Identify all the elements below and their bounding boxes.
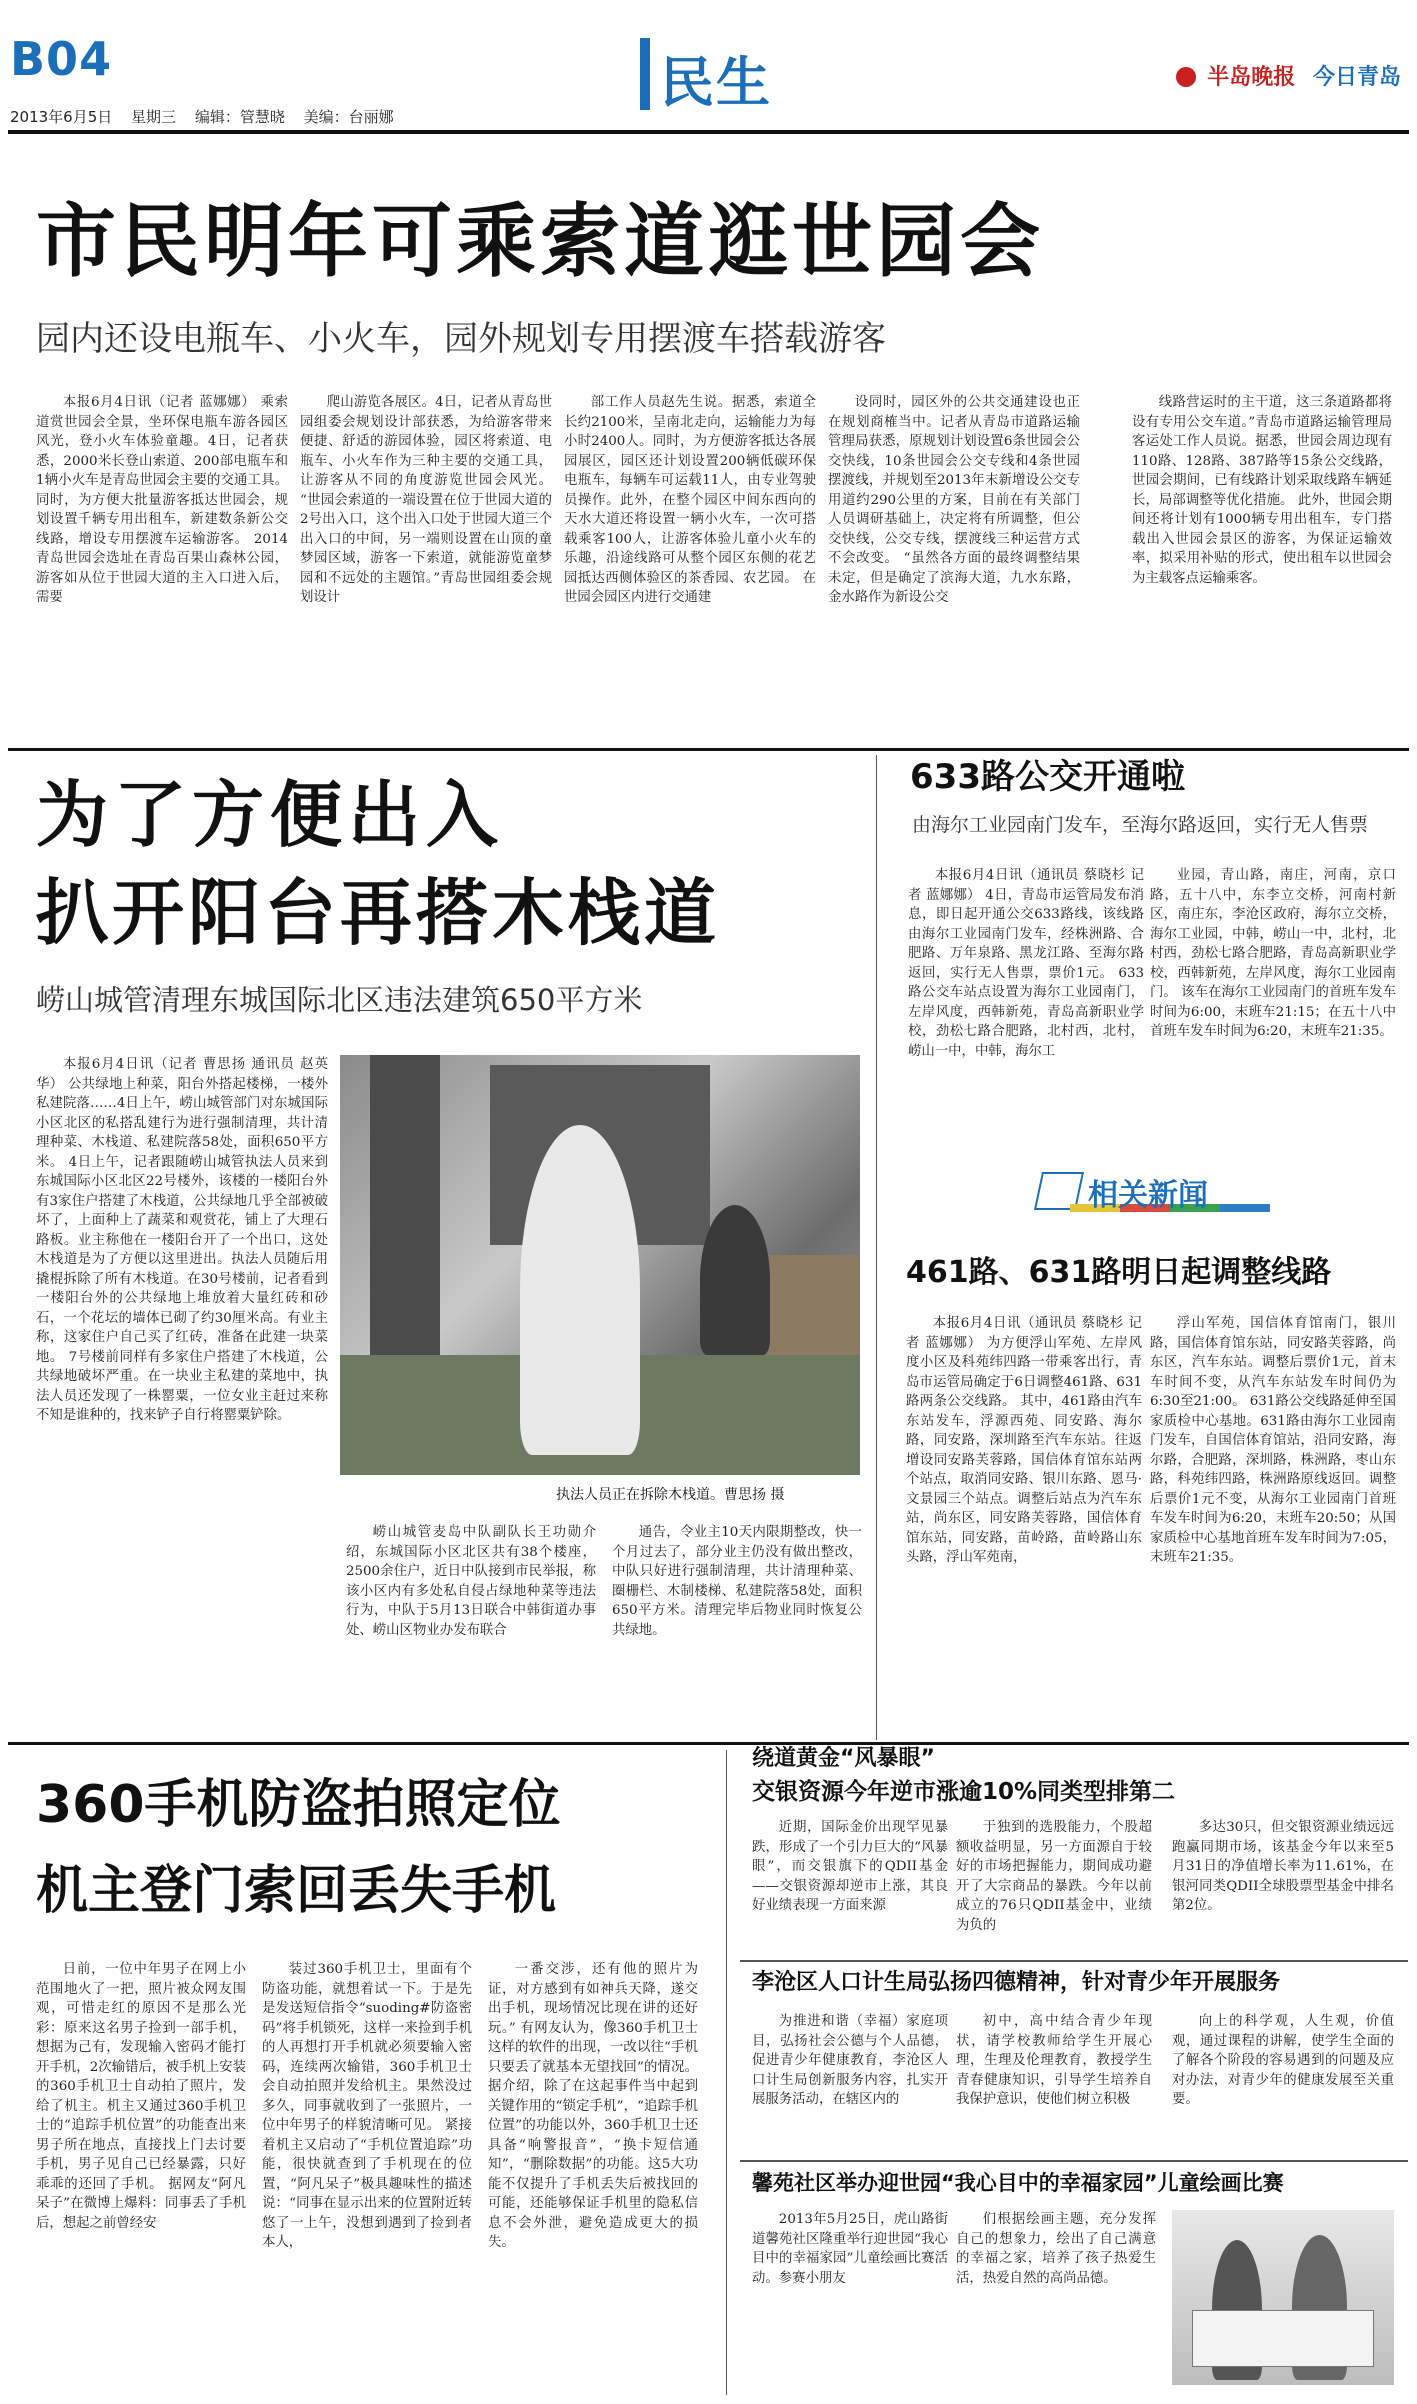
issue-weekday: 星期三	[131, 108, 177, 126]
story6-col3: 多达30只，但交银资源业绩远远跑赢同期市场，该基金今年以来至5月31日的净值增长率为11.61%，在银河同类QDII全球股票型基金中排名第2位。	[1172, 1820, 1394, 1913]
story8-col2: 们根据绘画主题，充分发挥自己的想象力，绘出了自己满意的幸福之家，培养了孩子热爱生活，热爱自然的高尚品德。	[956, 2212, 1156, 2286]
story3-col1: 本报6月4日讯（通讯员 蔡晓杉 记者 蓝娜娜） 4日，青岛市运管局发布消息，即日起开通公交633路线，该线路由海尔工业园南门发车，经株洲路、合肥路、万年泉路、黑龙江路、至海尔路返回，实行无人售票，票价1元。 633路公交车站点设置为海尔工业园南门，左岸风度，西韩新苑，青岛高新职业学校，劲松七路合肥路，北村西，北村，崂山一中，中韩，海尔工	[908, 868, 1144, 1059]
story6-col2: 于独到的选股能力，个股超额收益明显，另一方面源自于较好的市场把握能力，期间成功避开了大宗商品的暴跌。今年以前成立的76只QDII基金中，业绩为负的	[956, 1820, 1152, 1933]
masthead-brand	[1176, 60, 1401, 91]
story5-col1: 日前，一位中年男子在网上小范围地火了一把，照片被众网友围观，可惜走红的原因不是那么光彩：原来这名男子捡到一部手机，想据为己有，发现输入密码才能打开手机，2次输错后，被手机上安装的360手机卫士自动拍了照片，发给了机主。机主又通过360手机卫士的“追踪手机位置”的功能查出来男子所在地点，直接找上门去讨要手机，男子见自己已经暴露，只好乖乖的还回了手机。 据网友“阿凡呆子”在微博上爆料：同事丢了手机后，想起之前曾经安	[36, 1962, 246, 2231]
story4-col1: 本报6月4日讯（通讯员 蔡晓杉 记者 蓝娜娜） 为方便浮山军苑、左岸风度小区及科苑纬四路一带乘客出行，青岛市运管局确定于6日调整461路、631路两条公交线路。 其中，461路由汽车东站发车，浮源西苑、同安路、海尔路，同安路，深圳路至汽车东站。往返增设同安路芙蓉路，国信体育馆东站两个站点，取消同安路、银川东路、恩马·文景园三个站点。调整后站点为汽车东站，尚东区，同安路芙蓉路，国信体育馆东站，同安路，苗岭路，苗岭路山东头路，浮山军苑南，	[906, 1316, 1142, 1565]
story1-col1: 本报6月4日讯（记者 蓝娜娜） 乘索道赏世园会全景，坐环保电瓶车游各园区风光，登小火车体验童趣。4日，记者获悉，2000米长登山索道、200部电瓶车和1辆小火车是青岛世园会主要的交通工具。同时，为方便大批量游客抵达世园会，规划设置千辆专用出租车，新建数条新公交线路，增设专用摆渡车运输游客。 2014青岛世园会选址在青岛百果山森林公园，游客如从位于世园大道的主入口进入后，需要	[36, 395, 288, 605]
story1-col3: 部工作人员赵先生说。据悉，索道全长约2100米，呈南北走向，运输能力为每小时2400人。同时，为方便游客抵达各展园展区，园区还计划设置200辆低碳环保电瓶车，每辆车可运载11人，由专业驾驶员操作。此外，在整个园区中间东西向的天水大道还将设置一辆小火车，一次可搭载乘客100人，让游客体验儿童小火车的乐趣，沿途线路可从整个园区东侧的花艺园抵达西侧体验区的茶香园、农艺园。 在世园会园区内进行交通建	[564, 395, 816, 605]
story5-col3: 一番交涉，还有他的照片为证，对方感到有如神兵天降，遂交出手机，现场情况比现在讲的还好玩。” 有网友认为，像360手机卫士这样的软件的出现，一改以往“手机只要丢了就基本无望找回”的情况。据介绍，除了在这起事件当中起到关键作用的“锁定手机”，“追踪手机位置”的功能以外，360手机卫士还具备“响警报音”，“换卡短信通知”，“删除数据”的功能。这5大功能不仅提升了手机丢失后被找回的可能，还能够保证手机里的隐私信息不会外泄，避免造成更大的损失。	[488, 1962, 698, 2250]
brand-paper: 半岛晚报	[1207, 65, 1296, 90]
section-bar	[640, 38, 650, 110]
story4-headline: 461路、631路明日起调整线路	[906, 1255, 1332, 1290]
story2-col2: 崂山城管麦岛中队副队长王功勋介绍，东城国际小区北区共有38个楼座，2500余住户，近日中队接到市民举报，称该小区内有多处私自侵占绿地种菜等违法行为，中队于5月13日联合中韩街道办事处、崂山区物业办发布联合	[346, 1525, 596, 1638]
story2-headline-line1: 为了方便出入	[36, 773, 505, 857]
section-title: 民生	[660, 51, 772, 114]
story3-headline: 633路公交开通啦	[910, 757, 1185, 797]
officer-figure	[520, 1125, 640, 1455]
issue-date: 2013年6月5日	[10, 108, 113, 126]
story1-subhead: 园内还设电瓶车、小火车，园外规划专用摆渡车搭载游客	[36, 319, 886, 359]
story1-col4: 设同时，园区外的公共交通建设也正在规划商榷当中。记者从青岛市道路运输管理局获悉，原规划计划设置6条世园会公交快线，10条世园会公交专线和4条世园摆渡线，并规划至2013年末新增设公交专用道约290公里的方案，目前在有关部门人员调研基础上，决定将有所调整，但公交快线，公交专线，摆渡线三种运营方式不会改变。 “虽然各方面的最终调整结果未定，但是确定了滨海大道，九水东路，金水路作为新设公交	[828, 395, 1080, 605]
header-rule	[8, 130, 1409, 134]
story2-col3: 通告，令业主10天内限期整改，快一个月过去了，部分业主仍没有做出整改，中队只好进行强制清理，共计清理种菜、圈栅栏、木制楼梯、私建院落58处，面积650平方米。清理完毕后物业同时恢复公共绿地。	[612, 1525, 862, 1638]
column-divider	[876, 755, 877, 1740]
story2-rule	[8, 1742, 1409, 1745]
story6-col1: 近期，国际金价出现罕见暴跌，形成了一个引力巨大的“风暴眼”，而交银旗下的QDII基金——交银资源却逆市上涨，其良好业绩表现一方面来源	[752, 1820, 948, 1913]
story8-headline: 馨苑社区举办迎世园“我心目中的幸福家园”儿童绘画比赛	[752, 2171, 1284, 2195]
story3-subhead: 由海尔工业园南门发车，至海尔路返回，实行无人售票	[912, 814, 1369, 836]
issue-designer: 美编：台丽娜	[303, 108, 394, 126]
brand-edition: 今日青岛	[1312, 65, 1401, 90]
story4-col2: 浮山军苑，国信体育馆南门，银川路，国信体育馆东站，同安路芙蓉路，尚东区，汽车东站。调整后票价1元，首末车时间不变，从汽车东站发车时间仍为6:30至21:00。 631路公交线路延伸至国家质检中心基地。631路由海尔工业园南门发车，自国信体育馆站，沿同安路，海尔路，合肥路，深圳路，株洲路，枣山东路，科苑纬四路，株洲路原线返回。调整后票价1元不变，从海尔工业园南门首班车发车时间为6:20，末班车20:50；从国家质检中心基地首班车发车时间为7:05，末班车21:35。	[1150, 1316, 1396, 1565]
story7-rule	[740, 2160, 1408, 2162]
story7-col3: 向上的科学观，人生观，价值观，通过课程的讲解，使学生全面的了解各个阶段的容易遇到的问题及应对办法，对青少年的健康发展至关重要。	[1172, 2014, 1394, 2107]
worker-figure	[700, 1205, 770, 1355]
story5-headline-line1: 360手机防盗拍照定位	[36, 1775, 561, 1835]
story8-photo	[1172, 2210, 1394, 2385]
drawing-board	[1192, 2310, 1374, 2367]
story5-col2: 装过360手机卫士，里面有个防盗功能，就想着试一下。于是先是发送短信指令“suoding#防盗密码”将手机锁死，这样一来捡到手机的人再想打开手机就必须要输入密码，连续两次输错，360手机卫士会自动拍照并发给机主。果然没过多久，同事就收到了一张照片，一位中年男子的样貌清晰可见。 紧接着机主又启动了“手机位置追踪”功能，很快就查到了手机现在的位置，“阿凡呆子”极具趣味性的描述说：“同事在显示出来的位置附近转悠了一上午，没想到遇到了捡到者本人，	[262, 1962, 472, 2250]
story2-subhead: 崂山城管清理东城国际北区违法建筑650平方米	[36, 983, 643, 1017]
column-divider-bottom	[726, 1750, 727, 2395]
story3-col2: 业园，青山路，南庄，河南，京口路，五十八中，东李立交桥，河南村新区，南庄东，李沧区政府，海尔立交桥，海尔工业园，中韩，崂山一中，北村，北村西，劲松七路合肥路，青岛高新职业学校，西韩新苑，左岸风度，海尔工业园南门。 该车在海尔工业园南门的首班车发车时间为6:00，末班车21:15；在五十八中首班车发车时间为6:20，末班车21:35。	[1150, 868, 1396, 1039]
issue-meta	[10, 106, 408, 127]
story1-headline: 市民明年可乘索道逛世园会	[36, 195, 1044, 288]
story7-headline: 李沧区人口计生局弘扬四德精神，针对青少年开展服务	[752, 1970, 1281, 1995]
story7-col2: 初中，高中结合青少年现状，请学校教师给学生开展心理，生理及伦理教育，教授学生青春健康知识，引导学生培养自我保护意识，使他们树立积极	[956, 2014, 1152, 2107]
story2-photo-caption: 执法人员正在拆除木栈道。曹思扬 摄	[556, 1487, 785, 1503]
story5-headline-line2: 机主登门索回丢失手机	[36, 1861, 557, 1921]
story6-kicker: 绕道黄金“风暴眼”	[752, 1746, 935, 1771]
brand-logo-icon	[1176, 67, 1196, 87]
story2-photo	[340, 1055, 860, 1475]
story7-col1: 为推进和谐（幸福）家庭项目，弘扬社会公德与个人品德，促进青少年健康教育，李沧区人口计生局创新服务内容，扎实开展服务活动，在辖区内的	[752, 2014, 948, 2107]
story1-col2: 爬山游览各展区。4日，记者从青岛世园组委会规划设计部获悉，为给游客带来便捷、舒适的游园体验，园区将索道、电瓶车、小火车作为三种主要的交通工具，让游客从不同的角度游览世园会风光。 “世园会索道的一端设置在位于世园大道的2号出入口，这个出入口处于世园大道三个出入口的中间，另一端则设置在山顶的童梦园区域，游客一下索道，就能游览童梦园和不远处的主题馆。”青岛世园组委会规划设计	[300, 395, 552, 605]
story2-headline-line2: 扒开阳台再搭木栈道	[36, 871, 721, 955]
story2-col1: 本报6月4日讯（记者 曹思扬 通讯员 赵英华） 公共绿地上种菜，阳台外搭起楼梯，一楼外私建院落……4日上午，崂山城管部门对东城国际小区北区的私搭乱建行为进行强制清理，共计清理种菜、木栈道、私建院落58处，面积650平方米。 4日上午，记者跟随崂山城管执法人员来到东城国际小区北区22号楼外，该楼的一楼阳台外有3家住户搭建了木栈道，公共绿地几乎全部被破坏了，上面种上了蔬菜和观赏花，铺上了大理石路板。业主称他在一楼阳台开了一个出口，这处木栈道是为了方便以这里进出。执法人员随后用撬棍拆除了所有木栈道。在30号楼前，记者看到一楼阳台外的公共绿地上堆放着大量红砖和砂石，一个花坛的墙体已砌了约30厘米高。有业主称，这家住户自己买了红砖，准备在此建一块菜地。 7号楼前同样有多家住户搭建了木栈道，公共绿地破坏严重。在一块业主私建的菜地中，执法人员还发现了一株罂粟，一位女业主赶过来称不知是谁种的，找来铲子自行将罂粟铲除。	[36, 1057, 328, 1423]
related-news-label: 相关新闻	[1088, 1178, 1208, 1213]
story8-col1: 2013年5月25日，虎山路街道馨苑社区隆重举行迎世园“我心目中的幸福家园”儿童绘画比赛活动。参赛小朋友	[752, 2212, 948, 2286]
story1-rule	[8, 748, 1409, 751]
story1-col5: 线路营运时的主干道，这三条道路都将设有专用公交车道。”青岛市道路运输管理局客运处工作人员说。据悉，世园会周边现有110路、128路、387路等15条公交线路，世园会期间，已有线路计划采取线路车辆延长，局部调整等优化措施。 此外，世园会期间还将计划有1000辆专用出租车，专门搭载出入世园会景区的游客，为保证运输效率，拟采用补贴的形式，使出租车以世园会为主载客点运输乘客。	[1132, 395, 1392, 586]
story6-rule	[740, 1960, 1408, 1962]
page-code: B04	[10, 32, 113, 86]
related-news-tag	[1030, 1162, 1270, 1218]
story6-headline: 交银资源今年逆市涨逾10%同类型排第二	[752, 1779, 1176, 1805]
issue-editor: 编辑：管慧晓	[194, 108, 285, 126]
